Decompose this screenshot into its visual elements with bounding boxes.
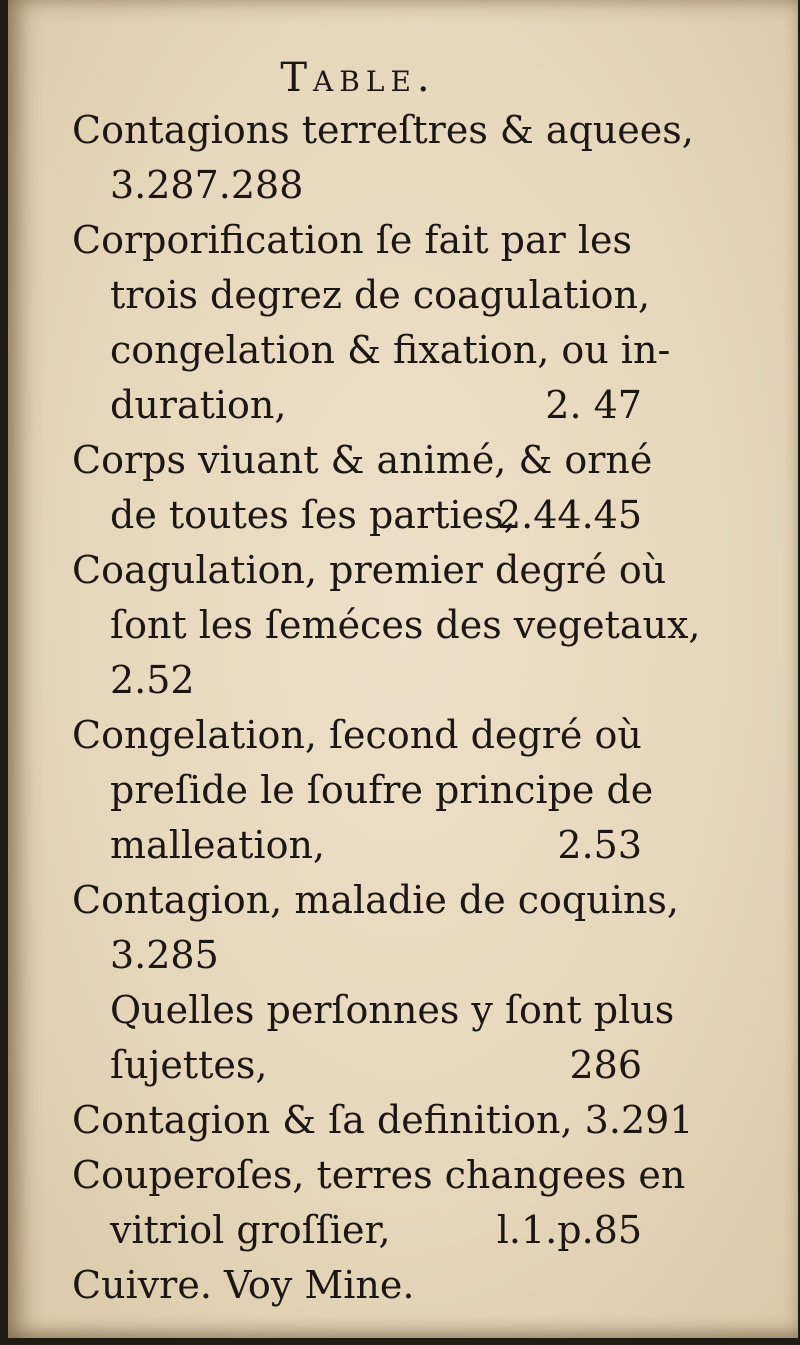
index-line (72, 213, 642, 268)
index-line-text: ſujettes, (110, 1043, 268, 1087)
index-line (72, 873, 679, 928)
index-line (72, 928, 642, 983)
index-line (72, 598, 701, 653)
index-line (72, 323, 671, 378)
index-line-text: Contagion, maladie de coquins, (72, 878, 679, 922)
index-line-text: de toutes ſes parties, (110, 493, 516, 537)
index-line (72, 708, 642, 763)
index-line-text: Quelles perſonnes y ſont plus (110, 988, 675, 1032)
index-line (72, 378, 642, 433)
index-line (72, 1093, 694, 1148)
index-line-text: trois degrez de coagulation, (110, 273, 651, 317)
index-line (72, 1148, 686, 1203)
index-line (72, 433, 653, 488)
index-line (72, 653, 642, 708)
index-line-text: vitriol groſſier, (110, 1208, 391, 1252)
index-line-text: 3.287.288 (110, 163, 304, 207)
index-line-text: Contagions terreſtres & aquees, (72, 108, 694, 152)
index-entries (72, 103, 701, 1313)
index-line-text: Coagulation, premier degré où (72, 548, 667, 592)
index-line-text: preſide le ſoufre principe de (110, 768, 654, 812)
index-line-text: Corporification ſe fait par les (72, 218, 632, 262)
index-line (72, 818, 642, 873)
index-line-text: Contagion & ſa definition, 3.291 (72, 1098, 694, 1142)
index-line-page-ref: 286 (569, 1043, 642, 1087)
index-line (72, 488, 642, 543)
index-line (72, 543, 667, 598)
index-line-text: congelation & fixation, ou in- (110, 328, 671, 372)
index-line-text: Congelation, ſecond degré où (72, 713, 642, 757)
index-line (72, 158, 642, 213)
index-line (72, 1203, 642, 1258)
index-line-text: malleation, (110, 823, 325, 867)
index-line-page-ref: 2.53 (557, 823, 642, 867)
index-line-page-ref: l.1.p.85 (496, 1208, 642, 1252)
index-line (72, 1038, 642, 1093)
index-line-text: 3.285 (110, 933, 219, 977)
index-line-page-ref: 2. 47 (545, 383, 642, 427)
index-line (72, 1258, 642, 1313)
index-line-text: ſont les ſeméces des vegetaux, (110, 603, 701, 647)
index-line (72, 983, 675, 1038)
index-line (72, 763, 654, 818)
index-line-text: Corps viuant & animé, & orné (72, 438, 653, 482)
index-line (72, 268, 651, 323)
index-line-text: Cuivre. Voy Mine. (72, 1263, 415, 1307)
book-page (8, 0, 798, 1338)
index-line-text: Couperoſes, terres changees en (72, 1153, 686, 1197)
index-line-page-ref: 2.44.45 (496, 493, 642, 537)
running-header: Table. (280, 55, 436, 101)
index-line-text: 2.52 (110, 658, 195, 702)
index-line-text: duration, (110, 383, 287, 427)
index-line (72, 103, 694, 158)
